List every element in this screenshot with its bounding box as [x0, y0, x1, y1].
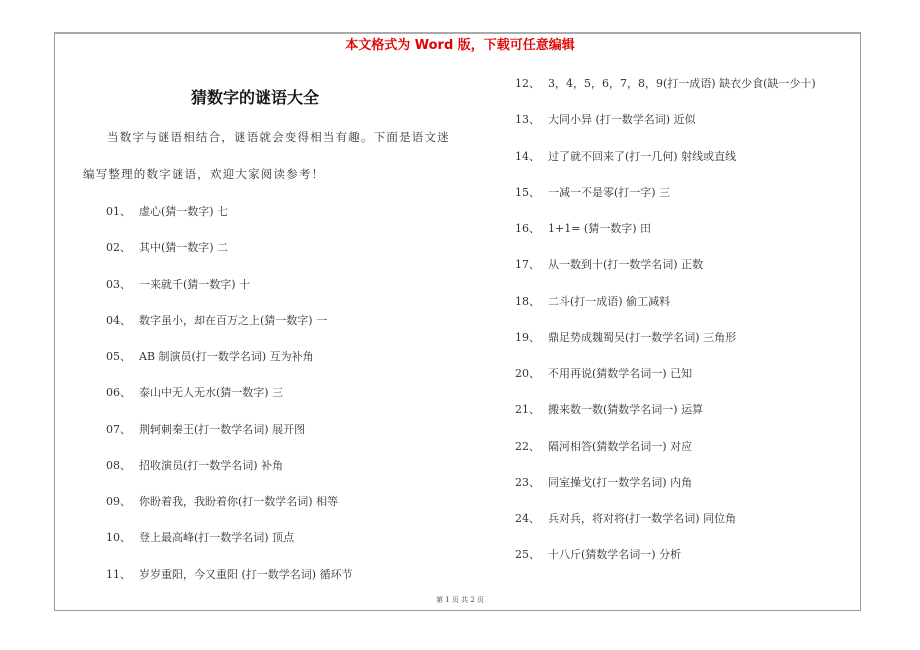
page-number: 第 1 页 共 2 页: [435, 596, 485, 604]
riddle-text: 你盼着我，我盼着你(打一数学名词) 相等: [139, 495, 339, 508]
riddle-number: 05、: [106, 350, 131, 363]
riddle-text: 登上最高峰(打一数学名词) 顶点: [139, 531, 295, 545]
intro-line-1: 当数字与谜语相结合，谜语就会变得相当有趣。下面是语文迷: [107, 130, 450, 144]
riddle-number: 15、: [515, 185, 540, 199]
riddle-text: 泰山中无人无水(猜一数字) 三: [139, 386, 284, 400]
riddle-text: 过了就不回来了(打一几何) 射线或直线: [548, 149, 737, 163]
riddle-text: 同室操戈(打一数学名词) 内角: [548, 475, 693, 489]
riddle-item: [106, 456, 353, 492]
riddle-text: 招收演员(打一数学名词) 补角: [139, 458, 284, 472]
riddle-number: 13、: [515, 113, 540, 127]
riddle-number: 09、: [106, 495, 131, 508]
riddle-text: 兵对兵，将对将(打一数学名词) 同位角: [548, 512, 737, 525]
riddle-number: 07、: [106, 422, 131, 436]
riddle-number: 12、: [515, 77, 540, 90]
riddle-number: 20、: [515, 367, 540, 380]
riddle-list-left: [106, 202, 353, 601]
riddle-text: 1+1= (猜一数字) 田: [548, 222, 652, 235]
riddle-text: 二斗(打一成语) 偷工减料: [548, 294, 671, 308]
riddle-item: [106, 202, 353, 238]
riddle-text: 大同小异 (打一数学名词) 近似: [548, 113, 696, 127]
riddle-number: 22、: [515, 439, 540, 453]
riddle-text: 不用再说(猜数学名词一) 已知: [548, 367, 693, 380]
riddle-number: 08、: [106, 458, 131, 472]
riddle-text: 3，4，5，6，7，8，9(打一成语) 缺衣少食(缺一少十): [548, 77, 816, 90]
riddle-text: 鼎足势成魏蜀吴(打一数学名词) 三角形: [548, 330, 737, 344]
riddle-number: 21、: [515, 403, 540, 417]
riddle-text: 搬来数一数(猜数学名词一) 运算: [548, 403, 704, 417]
riddle-text: 一减一不是零(打一字) 三: [548, 185, 671, 199]
riddle-number: 17、: [515, 258, 540, 272]
riddle-number: 24、: [515, 512, 540, 525]
riddle-text: 十八斤(猜数学名词一) 分析: [548, 548, 682, 562]
riddle-item: [515, 74, 816, 110]
riddle-item: [106, 347, 353, 383]
riddle-list-right: [515, 74, 816, 582]
riddle-text: 岁岁重阳，今又重阳 (打一数学名词) 循环节: [139, 567, 353, 581]
riddle-number: 04、: [106, 313, 131, 327]
riddle-item: [515, 364, 816, 400]
riddle-item: [106, 275, 353, 311]
riddle-number: 01、: [106, 205, 131, 218]
intro-line-2: 编写整理的数字谜语，欢迎大家阅读参考！: [83, 167, 325, 181]
riddle-number: 14、: [515, 149, 540, 163]
riddle-item: [515, 183, 816, 219]
document-title: 猜数字的谜语大全: [190, 88, 319, 107]
riddle-item: [106, 238, 353, 274]
riddle-text: 虚心(猜一数字) 七: [139, 205, 229, 218]
riddle-item: [515, 219, 816, 255]
riddle-text: 其中(猜一数字) 二: [139, 241, 229, 255]
riddle-item: [515, 437, 816, 473]
riddle-item: [106, 492, 353, 528]
riddle-number: 03、: [106, 277, 131, 291]
riddle-number: 10、: [106, 531, 131, 545]
riddle-text: 数字虽小，却在百万之上(猜一数字) 一: [139, 313, 328, 327]
riddle-item: [515, 400, 816, 436]
riddle-text: 从一数到十(打一数学名词) 正数: [548, 258, 704, 272]
word-format-banner: 本文格式为 Word 版，下载可任意编辑: [345, 38, 575, 53]
riddle-number: 06、: [106, 386, 131, 400]
riddle-item: [515, 473, 816, 509]
riddle-number: 02、: [106, 241, 131, 255]
riddle-text: AB 制演员(打一数学名词) 互为补角: [139, 350, 314, 363]
riddle-number: 25、: [515, 548, 540, 562]
riddle-item: [515, 545, 816, 581]
riddle-item: [106, 420, 353, 456]
riddle-text: 隔河相答(猜数学名词一) 对应: [548, 439, 693, 453]
riddle-item: [106, 565, 353, 601]
riddle-item: [515, 147, 816, 183]
riddle-item: [106, 528, 353, 564]
riddle-item: [106, 383, 353, 419]
riddle-item: [106, 311, 353, 347]
riddle-number: 11、: [106, 567, 131, 581]
riddle-number: 16、: [515, 222, 540, 235]
riddle-number: 19、: [515, 330, 540, 344]
riddle-item: [515, 509, 816, 545]
riddle-number: 18、: [515, 294, 540, 308]
riddle-text: 一来就千(猜一数字) 十: [139, 277, 251, 291]
riddle-item: [515, 328, 816, 364]
riddle-item: [515, 255, 816, 291]
riddle-number: 23、: [515, 475, 540, 489]
riddle-item: [515, 292, 816, 328]
riddle-text: 荆轲刺秦王(打一数学名词) 展开图: [139, 422, 306, 436]
riddle-item: [515, 110, 816, 146]
